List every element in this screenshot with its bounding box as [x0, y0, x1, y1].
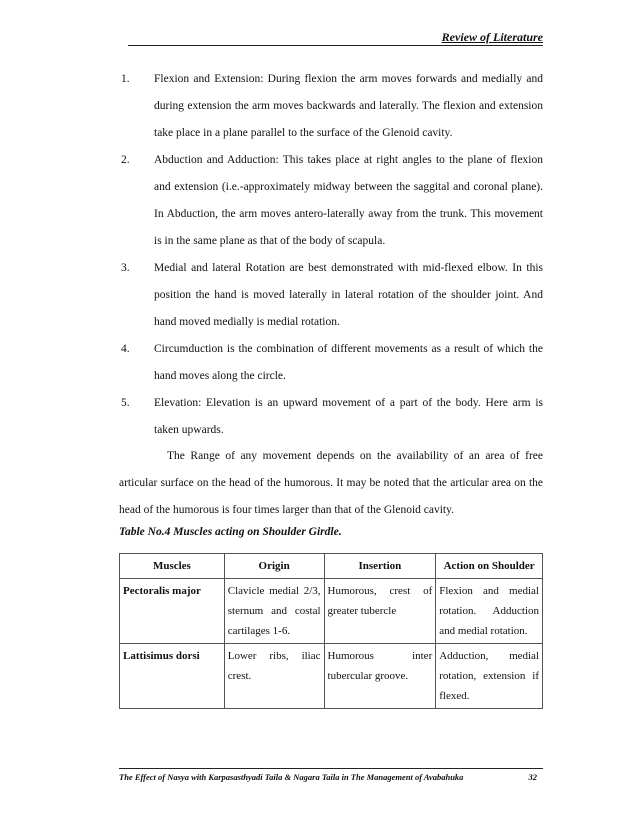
column-header-origin: Origin	[224, 554, 324, 579]
list-item	[121, 390, 543, 444]
action-cell: Flexion and medial rotation. Adduction and medial rotation.	[436, 579, 543, 644]
column-header-action: Action on Shoulder	[436, 554, 543, 579]
list-item-text: Abduction and Adduction: This takes place at right angles to the plane of flexion and extension (i.e.-approximately midway between the saggital and coronal plane). In Abduction, the arm moves antero-laterally away from the trunk. This movement is in the same plane as that of the body of scapula.	[154, 154, 543, 247]
origin-cell: Clavicle medial 2/3, sternum and costal cartilages 1-6.	[224, 579, 324, 644]
muscles-table	[119, 553, 543, 709]
muscle-cell: Lattisimus dorsi	[120, 644, 225, 709]
footer-title: The Effect of Nasya with Karpasasthyadi Taila & Nagara Taila in The Management of Avabahuka	[119, 772, 464, 782]
list-item	[121, 336, 543, 390]
list-item-number: 3.	[121, 262, 130, 274]
action-cell: Adduction, medial rotation, extension if flexed.	[436, 644, 543, 709]
origin-cell: Lower ribs, iliac crest.	[224, 644, 324, 709]
list-item-number: 5.	[121, 397, 130, 409]
list-item-number: 2.	[121, 154, 130, 166]
table-caption: Table No.4 Muscles acting on Shoulder Girdle.	[119, 526, 342, 538]
insertion-cell: Humorous inter tubercular groove.	[324, 644, 436, 709]
table-row	[120, 644, 543, 709]
running-header: Review of Literature	[441, 30, 543, 44]
column-header-insertion: Insertion	[324, 554, 436, 579]
list-item-number: 4.	[121, 343, 130, 355]
list-item-text: Elevation: Elevation is an upward movement of a part of the body. Here arm is taken upwards.	[154, 397, 543, 436]
insertion-cell: Humorous, crest of greater tubercle	[324, 579, 436, 644]
body-paragraph: The Range of any movement depends on the availability of an area of free articular surface on the head of the humorous. It may be noted that the articular area on the head of the humorous is four times larger than that of the Glenoid cavity.	[119, 450, 543, 516]
footer	[119, 772, 543, 782]
list-item	[121, 255, 543, 336]
muscle-cell: Pectoralis major	[120, 579, 225, 644]
list-item	[121, 66, 543, 147]
list-item	[121, 147, 543, 255]
column-header-muscles: Muscles	[120, 554, 225, 579]
table-header-row	[120, 554, 543, 579]
list-item-text: Circumduction is the combination of different movements as a result of which the hand moves along the circle.	[154, 343, 543, 382]
footer-rule	[119, 768, 543, 769]
movement-list	[121, 66, 543, 444]
header-rule	[128, 45, 543, 46]
table-row	[120, 579, 543, 644]
list-item-number: 1.	[121, 73, 130, 85]
page-number: 32	[528, 772, 537, 782]
list-item-text: Medial and lateral Rotation are best demonstrated with mid-flexed elbow. In this position the hand is moved laterally in lateral rotation of the shoulder joint. And hand moved medially is medial rotation.	[154, 262, 543, 328]
list-item-text: Flexion and Extension: During flexion the arm moves forwards and medially and during extension the arm moves backwards and laterally. The flexion and extension take place in a plane parallel to the surface of the Glenoid cavity.	[154, 73, 543, 139]
